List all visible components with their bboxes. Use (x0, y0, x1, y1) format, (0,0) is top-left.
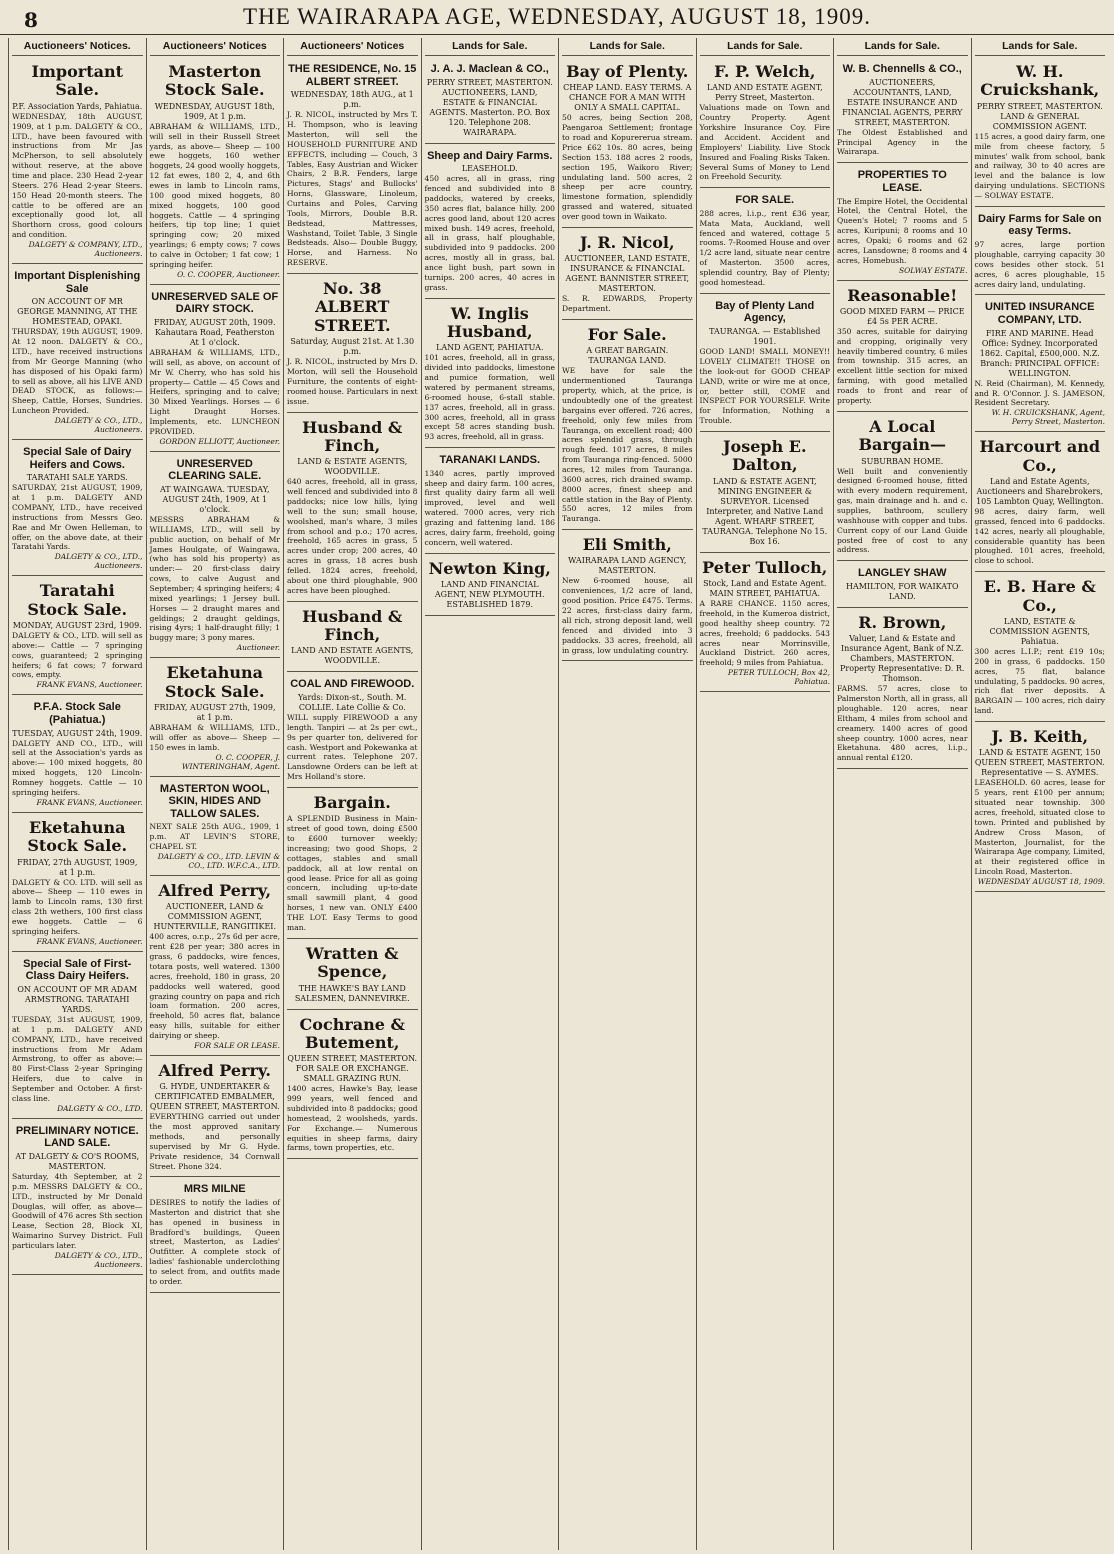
advertisement (837, 284, 968, 412)
ad-title: Newton King, (428, 558, 551, 578)
ad-subtitle: WEDNESDAY, 18th AUG., at 1 p.m. (290, 90, 414, 110)
paper-title: THE WAIRARAPA AGE, WEDNESDAY, AUGUST 18, 1909. (243, 4, 871, 29)
ad-signature: DALGETY & COMPANY, LTD., Auctioneers. (28, 239, 143, 258)
ad-title: PROPERTIES TO LEASE. (857, 169, 947, 194)
column-header: Lands for Sale. (837, 38, 968, 56)
ad-subtitle: LAND & ESTATE AGENTS, WOODVILLE. (297, 457, 408, 477)
ad-body: 115 acres, a good dairy farm, one mile from cheese factory, 5 minutes' walk from school, bank and railway, 30 to 40 acres are level and the balance is low dairying undulations. SECTIONS — SOLWAY ESTATE. (974, 131, 1105, 200)
ad-subtitle: CHEAP LAND. EASY TERMS. A CHANCE FOR A MAN WITH ONLY A SMALL CAPITAL. (563, 83, 692, 113)
column-2 (146, 38, 284, 1550)
ad-subtitle: LAND, ESTATE & COMMISSION AGENTS, Pahiatua. (989, 616, 1090, 646)
ad-body: WILL supply FIREWOOD a any length. Tanpiri — at 2s per cwt., 9s per quarter ton, delivered for cash. Westport and Pokewanka at current rates. Telephone 207. Lansdowne Orders can be left at Mrs Holland's store. (287, 713, 418, 782)
column-1 (8, 38, 146, 1550)
columns-area (8, 38, 1108, 1550)
advertisement (12, 443, 143, 576)
advertisement (975, 725, 1106, 892)
ad-subtitle: AT DALGETY & CO'S ROOMS, MASTERTON. (15, 1152, 140, 1172)
ad-body: 288 acres, l.i.p., rent £36 year, Mata Mata, Auckland, well fenced and watered, cottage 5 rooms. 7-Roomed House and over 1/2 acre land, situate near centre of Masterton. 3500 acres, splendid country, Bay of Plenty; good homestead. (699, 208, 830, 287)
ad-signature: PETER TULLOCH, Box 42, Pahiatua. (727, 668, 830, 687)
ad-subtitle: PERRY STREET, MASTERTON. LAND & GENERAL COMMISSION AGENT. (976, 101, 1103, 131)
ad-subtitle: P.F. Association Yards, Pahiatua. (12, 101, 143, 111)
ad-title: Alfred Perry, (158, 881, 272, 900)
advertisement (12, 60, 143, 264)
ad-subtitle: QUEEN STREET, MASTERTON. FOR SALE OR EXCHANGE. SMALL GRAZING RUN. (287, 1054, 418, 1084)
advertisement (700, 297, 831, 432)
advertisement (837, 611, 968, 769)
ad-subtitle: THE HAWKE'S BAY LAND SALESMEN, DANNEVIRKE. (294, 983, 410, 1003)
ad-subtitle: GOOD MIXED FARM — PRICE £4 5s PER ACRE. (839, 306, 965, 326)
advertisement (150, 1059, 281, 1178)
ad-body: New 6-roomed house, all conveniences, 1/2 acre of land, good position. Price £475. Terms. 22 acres, first-class dairy farm, all rich, strong deposit land, well fenced and divided into 3 paddocks. 33 acres, freehold, all in grass, low undulating country. (562, 576, 693, 655)
advertisement (700, 60, 831, 188)
ad-subtitle: LAND AGENT, PAHIATUA. (436, 343, 544, 353)
advertisement (12, 1122, 143, 1275)
ad-body: 1340 acres, partly improved sheep and dairy farm. 100 acres, first quality dairy farm all well improved, level and well watered. 7000 acres, very rich grazing and fattening land. 186 acres, dairy farm, freehold, going concern, well watered. (424, 468, 555, 547)
column-header: Lands for Sale. (700, 38, 831, 56)
advertisement (287, 60, 418, 274)
ad-title: UNRESERVED SALE OF DAIRY STOCK. (151, 290, 279, 316)
ad-signature: FRANK EVANS, Auctioneer. (36, 797, 143, 807)
ad-title: PRELIMINARY NOTICE. LAND SALE. (15, 1124, 139, 1150)
ad-body: 50 acres, being Section 208, Paengaroa Settlement; frontage to road and Kopurererua stream. Price £62 10s. 80 acres, being Section 153. 188 acres 2 roods, section 195, Waikoro River; undulating land. 500 acres, 2 sheep per acre country, limestone formation, splendidly grassed and watered, situated over good town in Waikato. (562, 113, 693, 221)
column-6 (696, 38, 834, 1550)
ad-title: Bay of Plenty Land Agency, (715, 299, 815, 325)
ad-title: J. B. Keith, (991, 726, 1089, 746)
ad-signature: FOR SALE OR LEASE. (194, 1040, 280, 1050)
ad-body: S. R. EDWARDS, Property Department. (562, 294, 693, 314)
ad-body: DALGETY & CO. LTD. will sell as above— Sheep — 110 ewes in lamb to Lincoln rams, 130 first class 2th wethers, 100 first class ewe hoggets. Cattle — 6 springing heifers. (12, 877, 143, 936)
advertisement (975, 210, 1106, 296)
column-header: Auctioneers' Notices. (12, 38, 143, 56)
advertisement (425, 60, 556, 144)
ad-subtitle: LAND & ESTATE AGENT, MINING ENGINEER & SURVEYOR. Licensed Interpreter, and Native Land Agent. WHARF STREET, TAURANGA. Telephone No 15. Box 16. (702, 476, 828, 546)
column-3 (283, 38, 421, 1550)
ad-title: J. A. J. Maclean & CO., (430, 63, 549, 75)
ad-body: 450 acres, all in grass, ring fenced and subdivided into 8 paddocks, watered by creeks, 350 acres flat, balance hilly. 200 acres good land, about 120 acres mixed bush. 149 acres, freehold, all in grass, half ploughable, subdivided into 9 paddocks. 200 acres, mostly all in grass, bal. ance light bush, part sown in turnips. 200 acres, 40 acres in grass. (424, 174, 555, 292)
ad-title: THE RESIDENCE, No. 15 ALBERT STREET. (288, 63, 417, 88)
ad-subtitle: LAND & ESTATE AGENT, 150 QUEEN STREET, MASTERTON. Representative — S. AYMES. (974, 748, 1105, 778)
ad-body: FARMS. 57 acres, close to Palmerston North, all in grass, all ploughable. 120 acres, near Eltham, 4 miles from school and creamery. 1400 acres of good sheep country. 1000 acres, near Eketahuna. 480 acres, l.i.p., annual rental £120. (837, 684, 968, 763)
ad-title: Dairy Farms for Sale on easy Terms. (978, 212, 1102, 238)
ad-subtitle: LAND AND ESTATE AGENT, Perry Street, Masterton. (706, 83, 823, 103)
ad-title: MASTERTON WOOL, SKIN, HIDES AND TALLOW SALES. (159, 782, 270, 820)
ad-title: UNITED INSURANCE COMPANY, LTD. (985, 301, 1095, 327)
ad-signature: O. C. COOPER, Auctioneer. (177, 269, 280, 279)
advertisement (975, 298, 1106, 432)
ad-title: Harcourt and Co., (979, 437, 1101, 475)
ad-subtitle: LEASEHOLD. (461, 164, 518, 174)
ad-title: Special Sale of First-Class Dairy Heifers. (23, 957, 132, 983)
ad-body: DESIRES to notify the ladies of Masterton and district that she has opened in business in Bradford's buildings, Queen street, Masterton, as Ladies' Outfitter. A complete stock of ladies' fashionable underclothing to select from, and outfits made to order. (149, 1198, 280, 1286)
column-header: Lands for Sale. (562, 38, 693, 56)
ad-title: Peter Tulloch, (702, 557, 828, 577)
advertisement (287, 605, 418, 673)
ad-subtitle: AT WAINGAWA. TUESDAY, AUGUST 24th, 1909, At 1 o'clock. (159, 484, 270, 514)
ad-subtitle: SUBURBAN HOME. (861, 456, 944, 466)
ad-title: Important Sale. (31, 62, 123, 100)
ad-title: Wratten & Spence, (305, 943, 399, 982)
ad-title: Taratahi Stock Sale. (27, 581, 128, 619)
ad-title: W. Inglis Husband, (446, 303, 533, 341)
ad-signature: DALGETY & CO., LTD., Auctioneers. (54, 415, 143, 434)
ad-signature: FRANK EVANS, Auctioneer. (36, 680, 143, 690)
advertisement (837, 166, 968, 280)
ad-body: 1400 acres, Hawke's Bay, lease 999 years, well fenced and subdivided into 8 paddocks; good homestead, 2 woolsheds, yards. For Exchange.— Numerous equities in sheep farms, dairy farms, town properties, etc. (287, 1084, 418, 1153)
column-7 (833, 38, 971, 1550)
ad-signature: FRANK EVANS, Auctioneer. (36, 936, 143, 946)
ad-title: For Sale. (587, 324, 667, 344)
column-header: Lands for Sale. (425, 38, 556, 56)
ad-title: Special Sale of Dairy Heifers and Cows. (23, 445, 132, 471)
advertisement (700, 435, 831, 553)
advertisement (837, 415, 968, 562)
advertisement (562, 60, 693, 228)
ad-signature: W. H. CRUICKSHANK, Agent, Perry Street, Masterton. (991, 408, 1105, 427)
ad-body: NEXT SALE 25th AUG., 1909, 1 p.m. AT LEVIN'S STORE, CHAPEL ST. (149, 822, 280, 852)
ad-title: Joseph E. Dalton, (722, 436, 807, 475)
ad-title: Eketahuna Stock Sale. (164, 663, 265, 701)
ad-body: SATURDAY, 21st AUGUST, 1909, at 1 p.m. DALGETY AND COMPANY, LTD., have received instructions from Messrs Geo. Rae and Mr Owen Helleman, to offer, on the above date, at their Taratahi Yards. (12, 483, 143, 552)
advertisement (975, 435, 1106, 572)
ad-subtitle: HAMILTON, FOR WAIKATO LAND. (845, 581, 959, 601)
ad-subtitle: WEDNESDAY, AUGUST 18th, 1909, At 1 p.m. (154, 101, 275, 121)
ad-subtitle: TAURANGA. — Established 1901. (709, 327, 821, 347)
ad-subtitle: LAND AND FINANCIAL AGENT, NEW PLYMOUTH. ESTABLISHED 1879. (434, 580, 545, 610)
column-header: Lands for Sale. (975, 38, 1106, 56)
advertisement (287, 791, 418, 939)
ad-body: EVERYTHING carried out under the most approved sanitary methods, and personally supervised by Mr G. Hyde. Private residence, 34 Cornwall Street. Phone 324. (149, 1112, 280, 1171)
ad-body: The Empire Hotel, the Occidental Hotel, the Central Hotel, the Queen's Hotel; 7 rooms and 5 acres, Kuripuni; 8 rooms and 10 acres, Opaki; 6 rooms and 62 acres, Lansdowne; 8 rooms and 4 acres, Homebush. (837, 196, 968, 265)
ad-body: 300 acres L.I.P.; rent £19 10s; 200 in grass, 6 paddocks. 150 acres, 75 flat, balance undulating, 5 paddocks. 90 acres, rich flat river deposits. A BARGAIN — 100 acres, rich dairy land. (974, 646, 1105, 716)
ad-title: Cochrane & Butement, (299, 1014, 405, 1052)
ad-subtitle: Yards: Dixon-st., South. M. COLLIE. Late Collie & Co. (298, 693, 407, 713)
ad-body: ABRAHAM & WILLIAMS, LTD., will sell, as above, on account of Mr W. Cherry, who has sold his property— Cattle — 45 Cows and Heifers, springing and to calve; 30 Mixed Yearlings. Horses — 6 Light Draught Horses. Implements, etc. LUNCHEON PROVIDED. (149, 347, 280, 436)
ad-body: MESSRS ABRAHAM & WILLIAMS, LTD., will sell by public auction, on behalf of Mr James Houlgate, of Waingawa, (who has sold his property) as under:— 20 first-class dairy cows, to calve August and September; 4 springing heifers; 4 mixed yearlings; 1 Jersey bull. Horses — 2 draught mares and geldings; 2 draught geldings, rising 4yrs; 1 half-draught filly; 1 buggy mare; 3 pony mares. (149, 514, 280, 643)
ad-body: A RARE CHANCE. 1150 acres, freehold, in the Kumeroa district, good healthy sheep country. 72 acres, freehold; 6 paddocks. 543 acres near Morrinsville, Auckland District. 260 acres, freehold; 9 miles from Pahiatua. (699, 599, 830, 668)
ad-body: LEASEHOLD. 60 acres, lease for 5 years, rent £100 per annum; situated near township. 300 acres, freehold, situated close to town. Printed and published by Andrew Cross Mason, of Masterton, Journalist, for the Wairarapa Age company, Limited, at their registered office in Lincoln Road, Masterton. (974, 778, 1105, 877)
ad-subtitle: WAIRARAPA LAND AGENCY, MASTERTON. (568, 556, 687, 576)
ad-body: 350 acres, suitable for dairying and cropping, originally very heavily timbered country, 6 miles from township. 315 acres, an excellent little section for mixed farming, with good metalled roads to front and rear of property. (837, 326, 968, 405)
ad-subtitle: ON ACCOUNT OF MR GEORGE MANNING, AT THE HOMESTEAD, OPAKI. (17, 297, 138, 327)
ad-body: THURSDAY, 19th AUGUST, 1909. At 12 noon. DALGETY & CO., LTD., have received instructions from Mr George Manning (who has disposed of his Opaki farm) to sell as above, all his LIVE AND DEAD STOCK, as follows:— Sheep, Cattle, Horses, Sundries. Luncheon Provided. (12, 327, 143, 416)
ad-subtitle: LAND AND ESTATE AGENTS, WOODVILLE. (291, 646, 414, 666)
advertisement (425, 451, 556, 554)
advertisement (12, 579, 143, 695)
advertisement (287, 942, 418, 1010)
ad-subtitle: TARATAHI SALE YARDS. (26, 473, 128, 483)
ad-title: Husband & Finch, (302, 606, 403, 644)
ad-subtitle: G. HYDE, UNDERTAKER & CERTIFICATED EMBALMER, QUEEN STREET, MASTERTON. (149, 1082, 280, 1112)
ad-signature: O. C. COOPER, J. WINTERINGHAM, Agent. (181, 752, 280, 771)
ad-subtitle: A GREAT BARGAIN. TAURANGA LAND. (586, 346, 669, 366)
ad-subtitle: AUCTIONEERS, ACCOUNTANTS, LAND, ESTATE INSURANCE AND FINANCIAL AGENTS, PERRY STREET, MASTERTON. (842, 77, 963, 127)
column-5 (558, 38, 696, 1550)
ad-title: Bay of Plenty. (566, 62, 689, 81)
ad-title: MRS MILNE (183, 1183, 246, 1196)
ad-signature: DALGETY & CO., LTD. (57, 1103, 143, 1113)
advertisement (150, 288, 281, 452)
ad-body: DALGETY & CO., LTD. will sell as above:— Cattle — 7 springing cows, guaranteed; 2 springing heifers; 6 fat cows; 7 forward cows, empty. (12, 631, 143, 680)
ad-signature: WEDNESDAY AUGUST 18, 1909. (977, 876, 1105, 886)
column-4 (421, 38, 559, 1550)
advertisement (975, 60, 1106, 207)
column-header: Auctioneers' Notices (287, 38, 418, 56)
ad-title: COAL AND FIREWOOD. (290, 678, 415, 691)
ad-title: Eketahuna Stock Sale. (27, 817, 128, 856)
ad-signature: SOLWAY ESTATE. (899, 265, 968, 275)
advertisement (150, 879, 281, 1056)
ad-title: W. B. Chennells & CO., (842, 63, 962, 75)
ad-subtitle: TUESDAY, AUGUST 24th, 1909. (12, 728, 143, 738)
ad-body: 97 acres, large portion ploughable, carrying capacity 30 cows besides other stock. 51 acres, 6 acres ploughable, 15 acres dairy land, undulating. (974, 240, 1105, 289)
ad-body: ABRAHAM & WILLIAMS, LTD., will offer as above— Sheep — 150 ewes in lamb. (149, 722, 280, 752)
ad-title: LANGLEY SHAW (858, 567, 947, 580)
ad-body: 400 acres, o.r.p., 27s 6d per acre, rent £28 per year; 380 acres in grass, 6 paddocks, wire fences, totara posts, well watered. 1300 acres, freehold, 180 in grass, 20 paddocks well watered, good grazing country on papa and rich loam formation. 200 acres, freehold, 50 acres flat, balance easy hills, suitable for either dairying or sheep. (149, 932, 280, 1040)
ad-title: E. B. Hare & Co., (983, 577, 1096, 615)
ad-body: TUESDAY, 31st AUGUST, 1909, at 1 p.m. DALGETY AND COMPANY, LTD., have received instructions from Mr Adam Armstrong, to offer as above:— 80 First-Class 2-year Springing Heifers, due to calve in September and October. A first-class line. (12, 1015, 143, 1103)
ad-body: J. R. NICOL, instructed by Mrs T. H. Thompson, who is leaving Masterton, will sell the HOUSEHOLD FURNITURE AND EFFECTS, including — Couch, 3 Tables, Easy Austrian and Wicker Chairs, 2 B.R. Fenders, large Pictures, Stags' and Bullocks' Horns, Glassware, Linoleum, Curtains and Poles, Carving Tools, Mirrors, Double B.R. Bedstead, Mattresses, Washstand, Toilet Table, 3 Single Bedsteads. Also— Double Buggy, Horse, and Harness. No RESERVE. (287, 110, 418, 268)
ad-title: R. Brown, (858, 612, 947, 632)
ad-title: Eli Smith, (582, 535, 672, 555)
page-number: 8 (24, 8, 38, 32)
ad-title: Masterton Stock Sale. (164, 62, 265, 100)
ad-body: J. R. NICOL, instructed by Mrs D. Morton, will sell the Household Furniture, the contents of eight-roomed house. Particulars in next issue. (287, 357, 418, 406)
advertisement (150, 455, 281, 658)
ad-body: 640 acres, freehold, all in grass, well fenced and subdivided into 8 paddocks; nice low hills, lying well to the sun; small house, woolshed, man's whare, 3 miles from school and p.o.; 170 acres, freehold, 165 acres in grass, 5 acres under crop; 200 acres, 40 acres in grass, 18 acres bush felled. 1824 acres, freehold, about one third ploughable, 900 acres have been ploughed. (287, 477, 418, 595)
ad-signature: Auctioneer. (236, 643, 280, 653)
advertisement (287, 277, 418, 412)
ad-subtitle: FRIDAY, 27th AUGUST, 1909, at 1 p.m. (17, 857, 138, 877)
ad-body: A SPLENDID Business in Main-street of good town, doing £500 to £600 turnover weekly; increasing; two good Shops, 2 cottages, stables and small paddock, all at low rental on good lease. Price for all as going concern, including up-to-date small sawmill plant, 4 good horses, 1 new van. ONLY £400 THE LOT. Easy Terms to good man. (287, 814, 418, 932)
column-header: Auctioneers' Notices (150, 38, 281, 56)
ad-signature: GORDON ELLIOTT, Auctioneer. (159, 436, 280, 446)
advertisement (150, 60, 281, 285)
advertisement (562, 231, 693, 320)
ad-body: WE have for sale the undermentioned Tauranga property, which, at the price, is undoubtedly one of the greatest bargains ever offered. 726 acres, freehold, only few miles from Tauranga, on excellent road; 400 acres splendid grass, through rough feed. 1017 acres, 8 miles from Tauranga ring-fenced. 5000 acres, 12 miles from Tauranga. 3600 acres, rich drained swamp. 8000 acres, finest sheep and cattle station in the Bay of Plenty. 550 acres, 12 miles from Tauranga. (562, 366, 693, 524)
ad-body: Saturday, 4th September, at 2 p.m. MESSRS DALGETY & CO., LTD., instructed by Mr Donald Douglas, will offer, as above— Goodwill of 476 acres Sth section Lease, Section 28, Block XI, Waimarino Survey District. Full particulars later. (12, 1172, 143, 1251)
ad-title: TARANAKI LANDS. (439, 454, 541, 467)
ad-signature: DALGETY & CO., LTD., Auctioneers. (54, 552, 143, 571)
ad-body: DALGETY AND CO., LTD., will sell at the Association's yards as above:— 100 mixed hoggets, 80 mixed hoggets, 120 Lincoln-Romney hoggets. Cattle — 10 springing heifers. (12, 738, 143, 797)
advertisement (150, 661, 281, 776)
advertisement (425, 147, 556, 299)
ad-subtitle: Land and Estate Agents, Auctioneers and Sharebrokers, 105 Lambton Quay, Wellington. (976, 477, 1104, 507)
advertisement (975, 575, 1106, 722)
ad-body: N. Reid (Chairman), M. Kennedy, and R. O'Connor. J. S. JAMESON, Resident Secretary. (974, 378, 1105, 408)
advertisement (12, 698, 143, 812)
ad-title: A Local Bargain— (858, 416, 947, 455)
advertisement (12, 955, 143, 1119)
ad-title: Important Displenishing Sale (14, 269, 141, 295)
advertisement (700, 556, 831, 692)
column-8 (971, 38, 1109, 1550)
ad-subtitle: FRIDAY, AUGUST 27th, 1909, at 1 p.m. (154, 702, 276, 722)
ad-title: Bargain. (313, 793, 391, 813)
ad-body: Well built and conveniently designed 6-roomed house, fitted with every modern requirement, gas, main drainage and h. and c. supplies, bathroom, scullery washhouse with copper and tubs. Current copy of our Land Guide posted free of cost to any address. (837, 466, 968, 555)
advertisement (700, 191, 831, 294)
ad-title: FOR SALE. (735, 194, 795, 207)
ad-subtitle: FRIDAY, AUGUST 20th, 1909. Kahautara Road, Featherston At 1 o'clock. (154, 317, 276, 347)
ad-subtitle: PERRY STREET, MASTERTON. AUCTIONEERS, LAND, ESTATE & FINANCIAL AGENTS. Masterton. P.O. Box 120. Telephone 208. WAIRARAPA. (426, 77, 553, 137)
ad-subtitle: FIRE AND MARINE. Head Office: Sydney. Incorporated 1862. Capital, £500,000. N.Z. Branch: PRINCIPAL OFFICE: WELLINGTON. (979, 328, 1100, 378)
ad-subtitle: MONDAY, AUGUST 23rd, 1909. (12, 621, 142, 631)
ad-body: 101 acres, freehold, all in grass, divided into paddocks, limestone and pumice formation, well watered by permanent streams, 6-roomed house, 6-stall stable. 137 acres, freehold, all in grass. 300 acres, freehold, all in grass except 58 acres standing bush. 93 acres, freehold, all in grass. (424, 353, 555, 442)
ad-title: F. P. Welch, (714, 62, 816, 81)
ad-body: 98 acres, dairy farm, well grassed, fenced into 6 paddocks. 142 acres, nearly all ploughable, considerable quantity has been ploughed. 101 acres, freehold, close to school. (974, 507, 1105, 566)
advertisement (837, 60, 968, 163)
ad-subtitle: Valuer, Land & Estate and Insurance Agent, Bank of N.Z. Chambers, MASTERTON. Property Representative: D. R. Thomson. (840, 634, 965, 684)
advertisement (837, 564, 968, 608)
ad-title: No. 38 ALBERT STREET. (313, 279, 391, 335)
ad-title: W. H. Cruickshank, (980, 62, 1100, 100)
advertisement (12, 816, 143, 952)
ad-body: WEDNESDAY, 18th AUGUST, 1909, at 1 p.m. DALGETY & CO., LTD., have been favoured with instructions from Mr Jas McPherson, to sell absolutely without reserve, at the above time and place. 230 Head 2-year Steers. 276 Head 2-year Steers. 150 Head 20-month steers. The cattle to be offered are an exceptionally good lot, all Shorthorn cross, good colours and condition. (12, 111, 143, 240)
masthead (0, 0, 1114, 35)
ad-title: Alfred Perry. (158, 1060, 271, 1080)
ad-title: J. R. Nicol, (579, 232, 675, 252)
ad-subtitle: AUCTIONEER, LAND ESTATE, INSURANCE & FINANCIAL AGENT. BANNISTER STREET, MASTERTON. (564, 254, 691, 294)
ad-body: Valuations made on Town and Country Property. Agent Yorkshire Insurance Coy. Fire and Accident. Accident and Employers' Liability. Live Stock Insured and Foaling Risks Taken. Several Sums of Money to Lend on Freehold Security. (699, 103, 830, 182)
advertisement (150, 780, 281, 877)
ad-signature: DALGETY & CO., LTD., Auctioneers. (54, 1250, 143, 1269)
ad-title: P.F.A. Stock Sale (Pahiatua.) (33, 701, 121, 726)
advertisement (150, 1180, 281, 1292)
ad-title: Reasonable! (847, 285, 958, 305)
ad-body: ABRAHAM & WILLIAMS, LTD., will sell in their Russell Street yards, as above— Sheep — 100 ewe hoggets, 160 wether hoggets, 24 good woolly hoggets, 12 fat ewes, 180 2, 4, and 6th ewes in lamb to Lincoln rams, 100 good mixed hoggets, 80 mixed hoggets, 100 good hoggets. Cattle — 4 springing heifers, tip top line; 1 quiet springing cow; 20 mixed yearlings; 6 empty cows; 7 cows to calve in October; 1 fat cow; 1 springing heifer. (149, 121, 280, 269)
advertisement (12, 267, 143, 440)
advertisement (425, 302, 556, 449)
advertisement (287, 1013, 418, 1160)
ad-signature: DALGETY & CO., LTD. LEVIN & CO., LTD. W.F.C.A., LTD. (157, 852, 280, 870)
advertisement (562, 323, 693, 530)
ad-subtitle: Saturday, August 21st. At 1.30 p.m. (290, 337, 415, 357)
advertisement (562, 533, 693, 661)
ad-subtitle: Stock, Land and Estate Agent. MAIN STREET, PAHIATUA. (703, 579, 827, 599)
ad-title: Sheep and Dairy Farms. (427, 149, 553, 162)
ad-subtitle: ON ACCOUNT OF MR ADAM ARMSTRONG. TARATAHI YARDS. (17, 985, 138, 1014)
advertisement (425, 557, 556, 616)
advertisement (287, 416, 418, 602)
ad-title: UNRESERVED CLEARING SALE. (168, 457, 262, 483)
advertisement (287, 675, 418, 788)
ad-body: The Oldest Established and Principal Agency in the Wairarapa. (837, 127, 968, 157)
ad-title: Husband & Finch, (302, 417, 403, 455)
ad-subtitle: AUCTIONEER, LAND & COMMISSION AGENT, HUNTERVILLE, RANGITIKEI. (153, 902, 276, 932)
ad-body: GOOD LAND! SMALL MONEY!! LOVELY CLIMATE!! THOSE on the look-out for GOOD CHEAP LAND, write or wire me at once, or, better still, COME and INSPECT FOR YOURSELF. Write for Information, Nothing a Trouble. (699, 347, 830, 426)
